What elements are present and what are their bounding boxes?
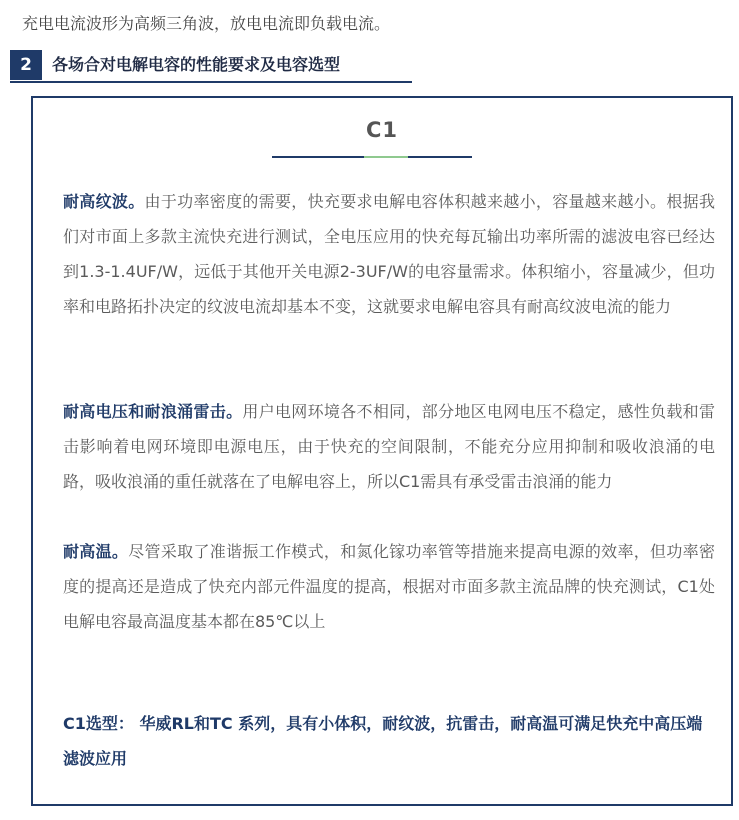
paragraph-lead: 耐高温。 <box>63 542 129 561</box>
paragraph-body: 用户电网环境各不相同，部分地区电网电压不稳定，感性负载和雷击影响着电网环境即电源电压，由于快充的空间限制，不能充分应用抑制和吸收浪涌的电路，吸收浪涌的重任就落在了电解电容上，所以C1需具有承受雷击浪涌的能力 <box>63 402 715 491</box>
intro-text: 充电电流波形为高频三角波，放电电流即负载电流。 <box>22 14 391 33</box>
paragraph-lead: 耐高纹波。 <box>63 192 145 211</box>
c1-selection-text: C1选型： 华威RL和TC 系列，具有小体积，耐纹波，抗雷击，耐高温可满足快充中高压端滤波应用 <box>63 714 703 768</box>
paragraph-surge <box>63 394 715 499</box>
paragraph-ripple <box>63 184 715 324</box>
paragraph-lead: 耐高电压和耐浪涌雷击。 <box>63 402 243 421</box>
paragraph-body: 由于功率密度的需要，快充要求电解电容体积越来越小，容量越来越小。根据我们对市面上多款主流快充进行测试，全电压应用的快充每瓦输出功率所需的滤波电容已经达到1.3-1.4UF/W，远低于其他开关电源2-3UF/W的电容量需求。体积缩小，容量减少，但功率和电路拓扑决定的纹波电流却基本不变，这就要求电解电容具有耐高纹波电流的能力 <box>63 192 715 316</box>
section-header <box>10 47 412 83</box>
c1-info-card <box>31 96 733 806</box>
section-title: 各场合对电解电容的性能要求及电容选型 <box>52 55 341 74</box>
card-title: C1 <box>365 118 399 142</box>
title-underline-accent <box>364 156 408 158</box>
paragraph-body: 尽管采取了准谐振工作模式，和氮化镓功率管等措施来提高电源的效率，但功率密度的提高还是造成了快充内部元件温度的提高，根据对市面多款主流品牌的快充测试，C1处电解电容最高温度基本都在85℃以上 <box>63 542 715 631</box>
paragraph-temperature <box>63 534 715 639</box>
section-number-badge: 2 <box>10 50 42 80</box>
